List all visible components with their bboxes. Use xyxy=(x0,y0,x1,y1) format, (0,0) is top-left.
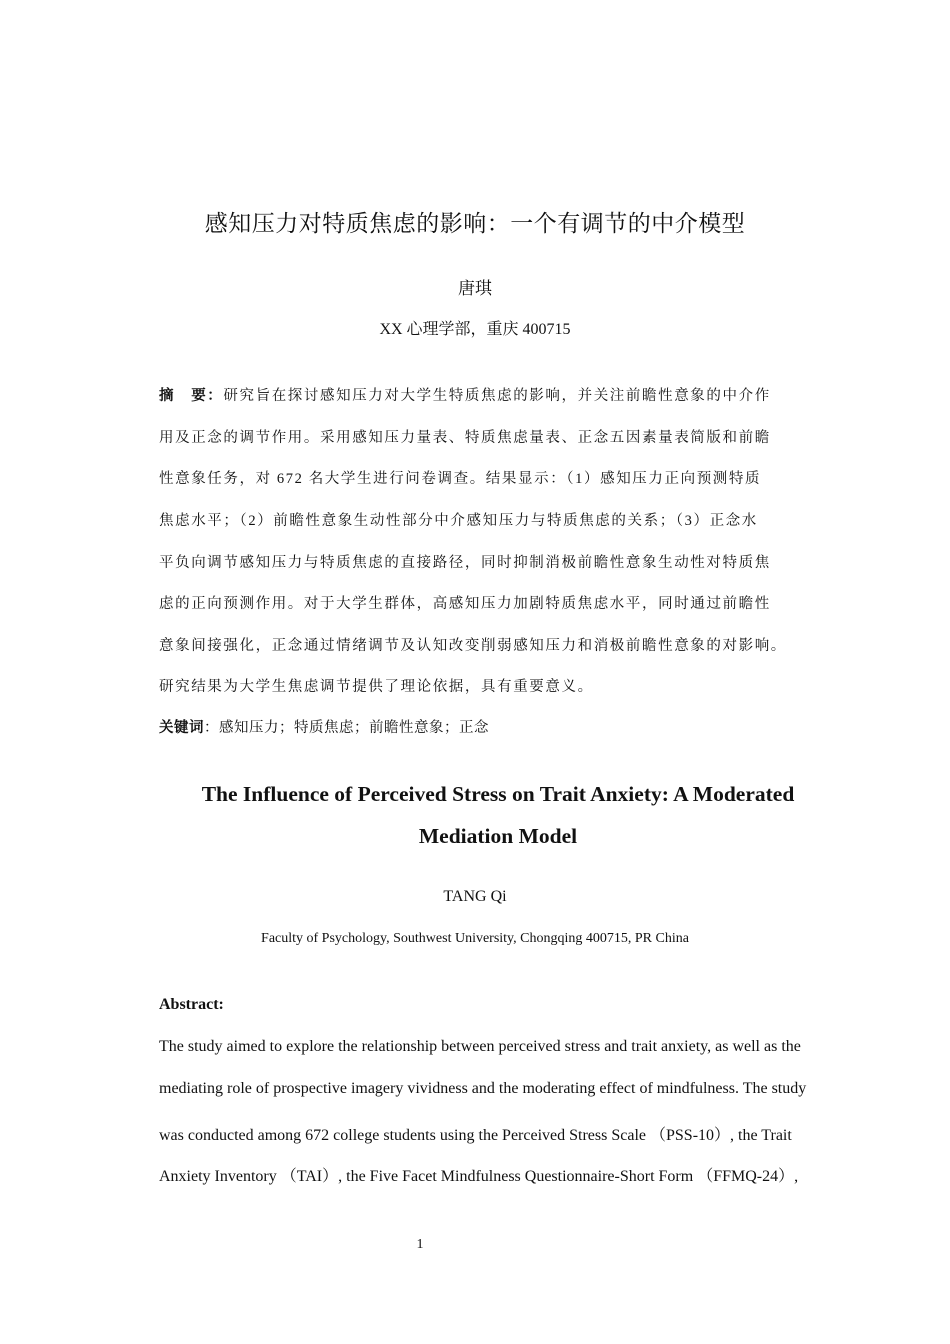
chinese-keywords xyxy=(159,716,839,737)
chinese-abstract-line: 虑的正向预测作用。对于大学生群体，高感知压力加剧特质焦虑水平，同时通过前瞻性 xyxy=(159,596,771,612)
chinese-abstract-line xyxy=(159,384,839,405)
english-title-line: Mediation Model xyxy=(418,824,578,848)
english-abstract-heading: Abstract: xyxy=(159,996,224,1013)
english-abstract-line: Anxiety Inventory （TAI）, the Five Facet Mindfulness Questionnaire-Short Form （FFMQ-24）, xyxy=(159,1168,799,1185)
chinese-abstract-line: 用及正念的调节作用。采用感知压力量表、特质焦虑量表、正念五因素量表简版和前瞻 xyxy=(159,430,771,446)
chinese-keywords-text: ：感知压力；特质焦虑；前瞻性意象；正念 xyxy=(204,720,489,736)
chinese-affiliation: XX 心理学部，重庆 400715 xyxy=(379,321,571,338)
chinese-abstract-text: 研究旨在探讨感知压力对大学生特质焦虑的影响，并关注前瞻性意象的中介作 xyxy=(223,388,771,404)
chinese-abstract-line: 性意象任务，对 672 名大学生进行问卷调查。结果显示：（1）感知压力正向预测特质 xyxy=(159,471,762,487)
english-abstract-line: The study aimed to explore the relationship between perceived stress and trait anxiety, as well as the xyxy=(159,1038,801,1055)
chinese-abstract-line: 焦虑水平；（2）前瞻性意象生动性部分中介感知压力与特质焦虑的关系；（3）正念水 xyxy=(159,513,758,529)
english-abstract-line: mediating role of prospective imagery vividness and the moderating effect of mindfulness. The study xyxy=(159,1080,807,1097)
chinese-abstract-line: 平负向调节感知压力与特质焦虑的直接路径，同时抑制消极前瞻性意象生动性对特质焦 xyxy=(159,555,771,571)
english-author: TANG Qi xyxy=(443,888,507,905)
english-affiliation: Faculty of Psychology, Southwest University, Chongqing 400715, PR China xyxy=(261,931,689,946)
chinese-title: 感知压力对特质焦虑的影响：一个有调节的中介模型 xyxy=(204,211,746,237)
english-abstract-line: was conducted among 672 college students using the Perceived Stress Scale （PSS-10）, the Trait xyxy=(159,1127,792,1144)
chinese-abstract-line: 意象间接强化，正念通过情绪调节及认知改变削弱感知压力和消极前瞻性意象的对影响。 xyxy=(159,638,787,654)
english-title-line: The Influence of Perceived Stress on Trait Anxiety: A Moderated xyxy=(201,782,795,806)
chinese-abstract-label: 摘 要： xyxy=(159,388,224,404)
chinese-abstract-line: 研究结果为大学生焦虑调节提供了理论依据，具有重要意义。 xyxy=(159,679,594,695)
page-number: 1 xyxy=(416,1237,424,1252)
english-title xyxy=(160,773,836,857)
chinese-author: 唐琪 xyxy=(458,279,492,298)
chinese-keywords-label: 关键词 xyxy=(159,720,204,736)
